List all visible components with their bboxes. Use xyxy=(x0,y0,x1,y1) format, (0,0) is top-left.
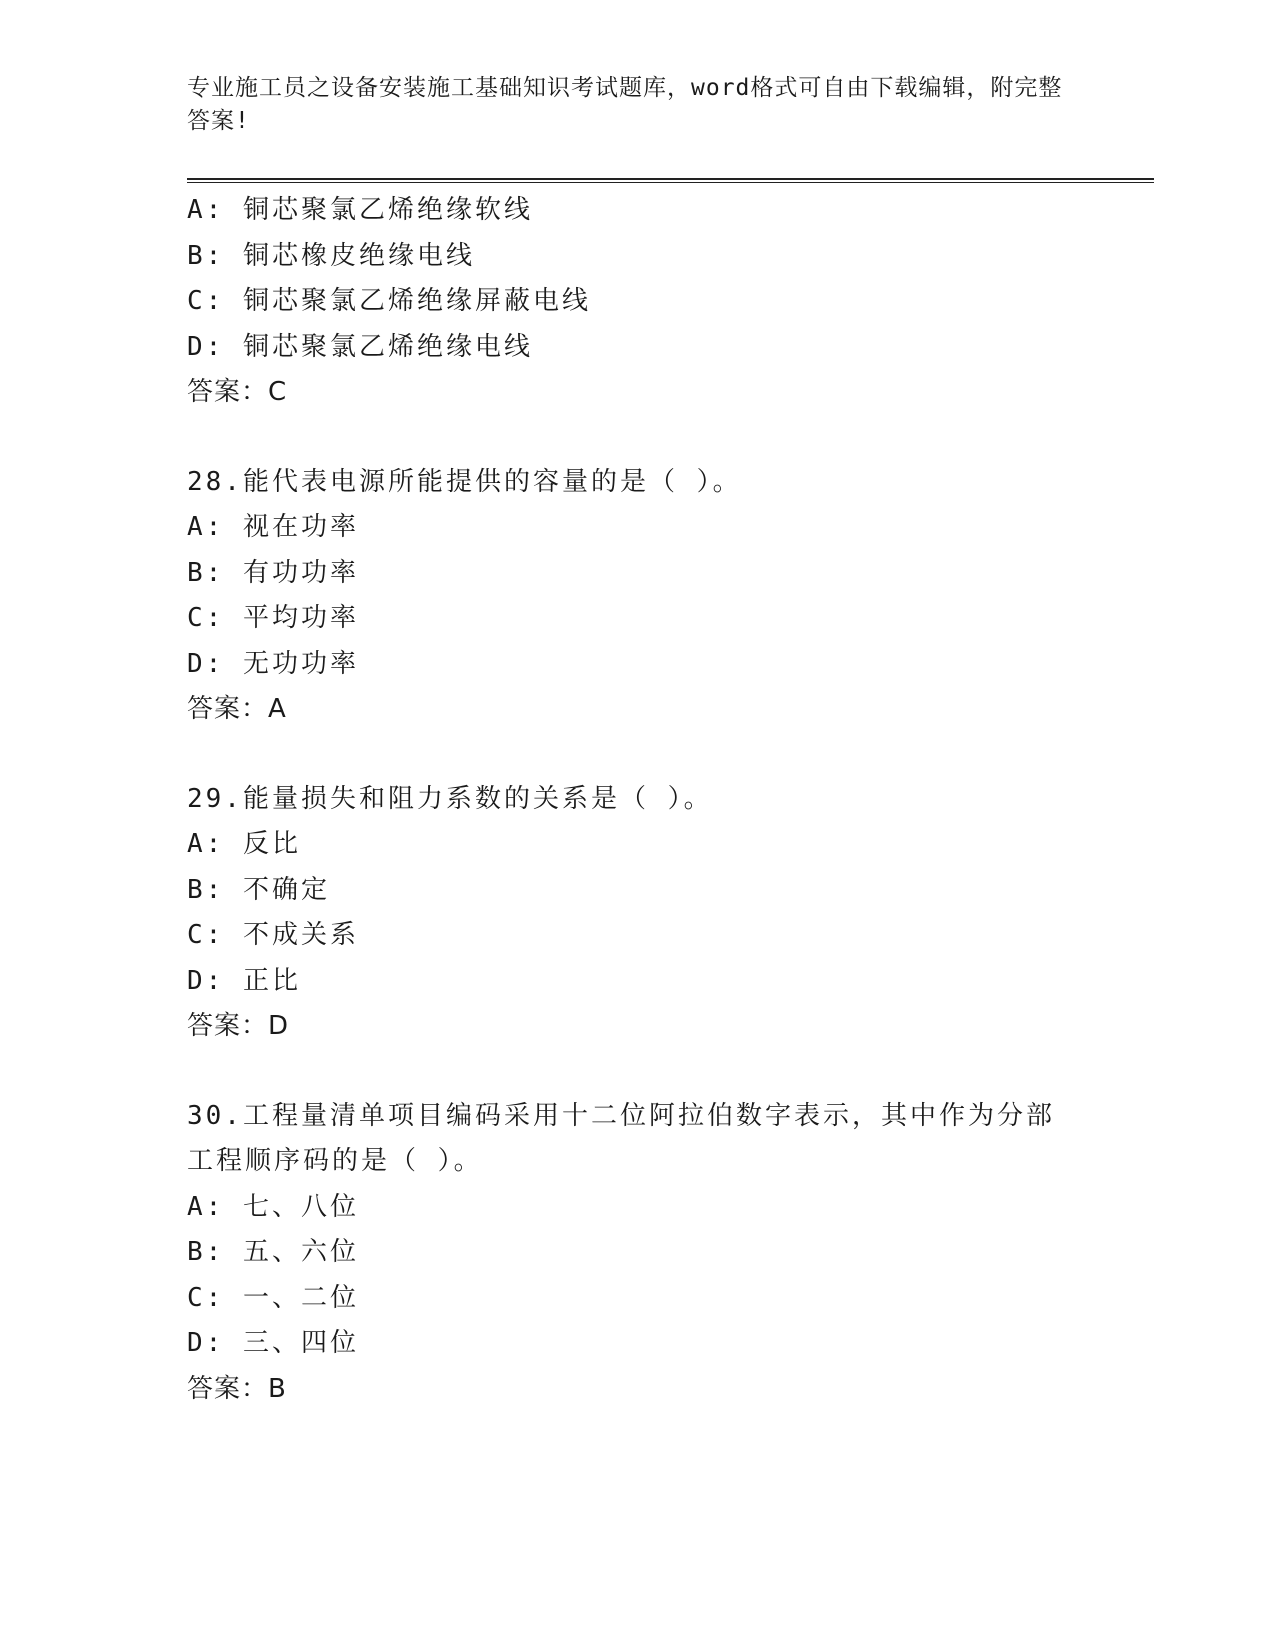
option-a: A: 视在功率 xyxy=(187,512,359,542)
option-d: D: 正比 xyxy=(187,965,301,996)
answer-line: 答案：D xyxy=(187,1011,290,1041)
option-b: B: 不确定 xyxy=(187,874,330,905)
question-block-28 xyxy=(187,460,1087,733)
option-a: A: 反比 xyxy=(187,829,301,859)
option-b: B: 铜芯橡皮绝缘电线 xyxy=(187,240,475,271)
option-c: C: 一、二位 xyxy=(187,1282,359,1313)
question-block-27 xyxy=(187,188,1087,416)
spacer xyxy=(187,733,1087,777)
answer-line: 答案：A xyxy=(187,694,287,724)
option-d: D: 无功功率 xyxy=(187,648,359,679)
question-stem: 29.能量损失和阻力系数的关系是（ ）。 xyxy=(187,783,713,814)
option-c: C: 平均功率 xyxy=(187,603,359,633)
option-c: C: 铜芯聚氯乙烯绝缘屏蔽电线 xyxy=(187,286,591,316)
answer-line: 答案：B xyxy=(187,1373,287,1404)
option-a: A: 七、八位 xyxy=(187,1191,359,1222)
option-b: B: 五、六位 xyxy=(187,1237,359,1267)
question-stem: 28.能代表电源所能提供的容量的是（ ）。 xyxy=(187,466,742,497)
question-block-30 xyxy=(187,1094,1087,1413)
option-c: C: 不成关系 xyxy=(187,920,359,950)
option-d: D: 三、四位 xyxy=(187,1328,359,1358)
question-stem: 30.工程量清单项目编码采用十二位阿拉伯数字表示，其中作为分部工程顺序码的是（ ）。 xyxy=(187,1100,1055,1176)
header-divider xyxy=(187,178,1154,183)
spacer xyxy=(187,416,1087,460)
document-header: 专业施工员之设备安装施工基础知识考试题库，word格式可自由下载编辑，附完整答案! xyxy=(187,75,1063,134)
option-b: B: 有功功率 xyxy=(187,557,359,588)
option-a: A: 铜芯聚氯乙烯绝缘软线 xyxy=(187,195,533,225)
spacer xyxy=(187,1050,1087,1094)
question-list xyxy=(187,188,1087,1412)
question-block-29 xyxy=(187,777,1087,1050)
answer-line: 答案：C xyxy=(187,377,288,407)
option-d: D: 铜芯聚氯乙烯绝缘电线 xyxy=(187,331,533,362)
